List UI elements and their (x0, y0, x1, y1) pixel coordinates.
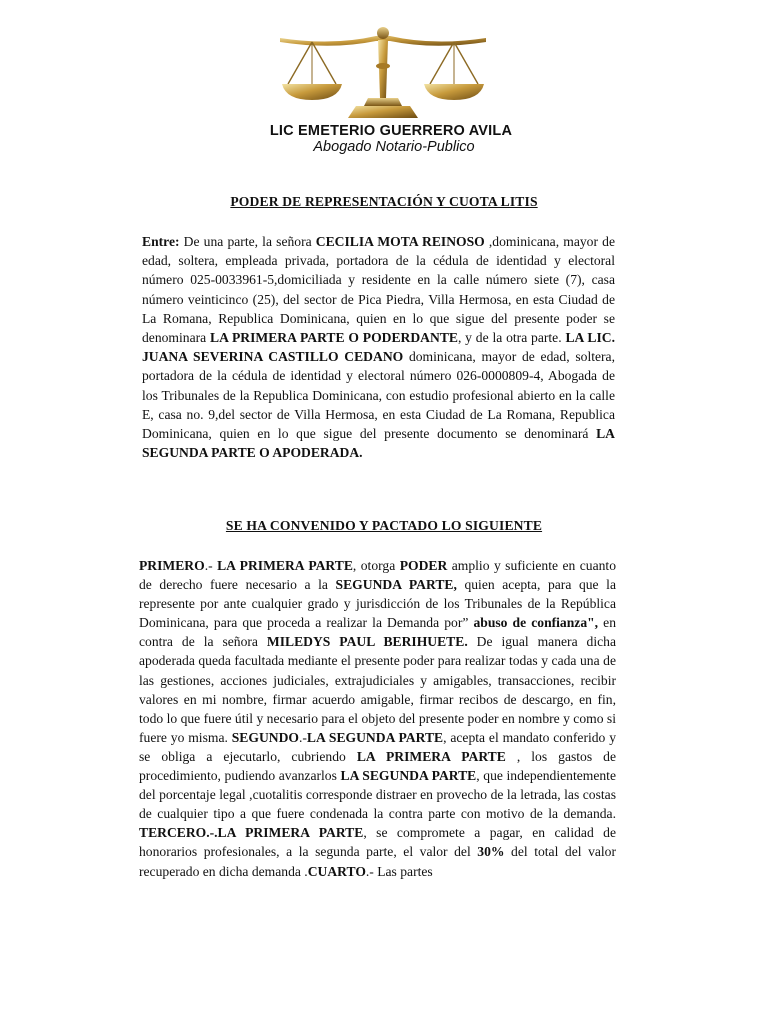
clause-second: SEGUNDO (231, 729, 299, 745)
defendant-name: MILEDYS PAUL BERIHUETE. (266, 634, 468, 650)
agreement-text: De igual manera dicha apoderada queda facultada mediante el presente poder para realizar todas y cada una de las gestiones, acciones judiciales, extrajudiciales y amigables, transacciones, recibir valores en mi nombre, firmar acuerdo amigable, firmar recibos de descargo, en fin, todo lo que fuere útil y necesario para el objeto del presente poder en nombre y como si fuere yo misma. (139, 634, 616, 745)
agreement-text: .- (204, 558, 218, 573)
agreement-text: quien acepta, para que la represente por ante cualquier grado y jurisdicción de los Tribunales de la República Dominicana, para que proceda a realizar la Demanda por” (139, 577, 616, 631)
agreement-text: en contra de la señora (139, 615, 616, 650)
agreement-text: del total del valor recuperado en dicha demanda . (139, 844, 616, 879)
agreement-text: , acepta el mandato conferido y se obliga a ejecutarlo, cubriendo (139, 729, 617, 764)
agreement-text: , los gastos de procedimiento, pudiendo avanzarlos (139, 748, 616, 784)
bold-term: LA PRIMERA PARTE (356, 748, 506, 764)
agreement-text: .- (298, 729, 307, 745)
agreement-text: , que independientemente del porcentaje legal ,cuotalitis corresponde distraer en provecho de la letrada, las costas de cualquier tipo a que fuere condenada la contra parte con motivo de la demanda. (139, 768, 616, 822)
lawyer-title: Abogado Notario-Publico (313, 139, 475, 155)
agreement-text: , otorga (352, 558, 400, 573)
fee-percentage: 30% (477, 844, 505, 860)
lawyer-name: LIC EMETERIO GUERRERO AVILA (269, 123, 513, 139)
agreement-text: , se compromete a pagar, en calidad de honorarios profesionales, a la segunda parte, el valor del (139, 825, 616, 860)
letterhead (0, 123, 768, 155)
agreement-text: .- Las partes (365, 863, 433, 879)
poderdante-name: CECILIA MOTA REINOSO (315, 234, 485, 249)
intro-text: ,dominicana, mayor de edad, soltera, empleada privada, portadora de la cédula de identidad y electoral número 025-0033961-5,domiciliada y residente en la calle número siete (7), casa número veinticinco (25), del sector de Pica Piedra, Villa Hermosa, en esta Ciudad de La Romana, Republica Dominicana, quien en lo que sigue del presente poder se denominara (142, 234, 615, 346)
intro-paragraph (142, 232, 615, 462)
document-title: PODER DE REPRESENTACIÓN Y CUOTA LITIS (230, 194, 538, 209)
bold-term: PODER (399, 558, 448, 573)
first-party-label: LA PRIMERA PARTE O PODERDANTE (210, 330, 458, 346)
scales-of-justice-icon (272, 26, 494, 124)
bold-term: SEGUNDA PARTE, (335, 577, 457, 593)
clause-third: TERCERO.-.LA PRIMERA PARTE (139, 825, 364, 841)
bold-term: LA SEGUNDA PARTE (306, 729, 444, 745)
clause-fourth: CUARTO (307, 863, 366, 879)
intro-text: , y de la otra parte. (457, 330, 566, 346)
clause-first: PRIMERO (139, 558, 205, 573)
second-party-label: LA SEGUNDA PARTE O APODERADA. (142, 426, 615, 461)
section-title: SE HA CONVENIDO Y PACTADO LO SIGUIENTE (225, 518, 543, 533)
intro-text: dominicana, mayor de edad, soltera, portadora de la cédula de identidad y electoral número 026-0000809-4, Abogada de los Tribunales de la Republica Dominicana, con estudio profesional abierto en la calle E, casa no. 9,del sector de Villa Hermosa, en esta Ciudad de La Romana, Republica Dominicana, quien en lo que sigue del presente documento se denominará (142, 349, 615, 442)
bold-term: LA PRIMERA PARTE (217, 558, 353, 573)
bold-term: abuso de confianza", (473, 615, 599, 631)
intro-text: De una parte, la señora (179, 234, 316, 249)
agreement-paragraph (139, 556, 616, 881)
agreement-text: amplio y suficiente en cuanto de derecho fuere necesario a la (139, 558, 616, 593)
apoderada-name: LA LIC. JUANA SEVERINA CASTILLO CEDANO (142, 330, 615, 365)
bold-term: LA SEGUNDA PARTE (340, 768, 477, 784)
entre-label: Entre: (142, 234, 180, 249)
